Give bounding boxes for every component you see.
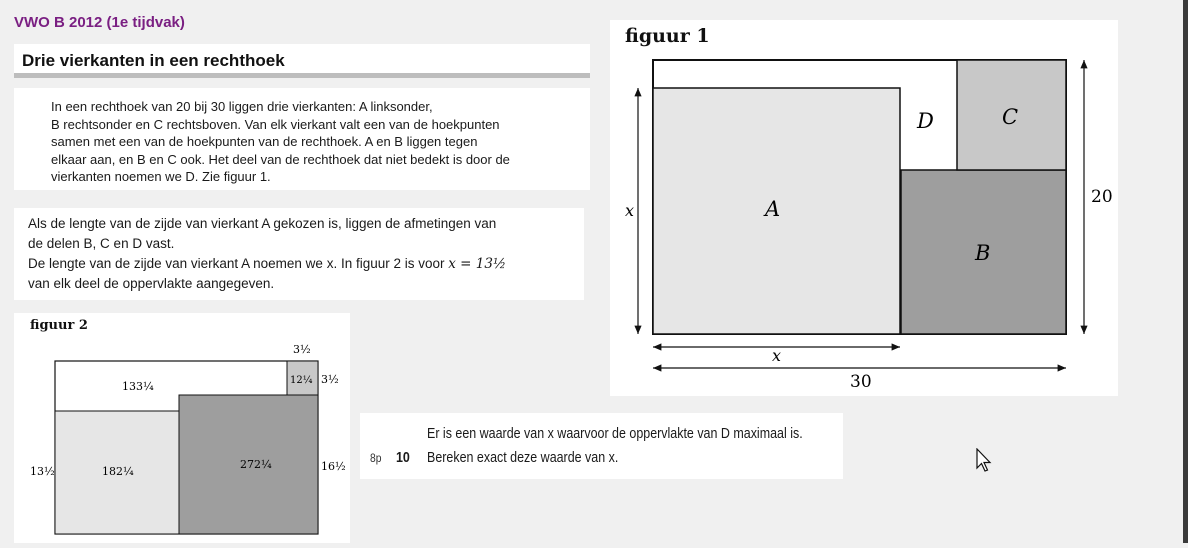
intro-panel	[14, 88, 590, 190]
figure-1-panel	[610, 20, 1118, 396]
intro-line: In een rechthoek van 20 bij 30 liggen drie vierkanten: A linksonder,	[51, 99, 433, 114]
definition-line: van elk deel de oppervlakte aangegeven.	[28, 276, 275, 291]
mouse-cursor-icon	[976, 448, 992, 474]
height-label: 20	[1091, 187, 1113, 207]
question-line: Er is een waarde van x waarvoor de oppervlakte van D maximaal is.	[427, 426, 803, 442]
definition-line: de delen B, C en D vast.	[28, 236, 175, 251]
definition-line: Als de lengte van de zijde van vierkant A gekozen is, liggen de afmetingen van	[28, 216, 497, 231]
definition-line	[28, 254, 578, 274]
fig2-dim-c-side: 3½	[321, 373, 339, 386]
x-bottom-label: x	[772, 346, 782, 365]
figure-2-title: figuur 2	[30, 318, 88, 333]
label-c: C	[1002, 105, 1019, 129]
definition-text	[28, 214, 578, 294]
intro-line: samen met een van de hoekpunten van de rechthoek. A en B liggen tegen	[51, 134, 478, 149]
intro-line: B rechtsonder en C rechtsboven. Van elk vierkant valt een van de hoekpunten	[51, 116, 500, 132]
fig2-area-b: 272¼	[240, 458, 272, 471]
fig2-dim-a-side: 13½	[30, 465, 55, 478]
exam-header: VWO B 2012 (1e tijdvak)	[14, 14, 185, 31]
label-b: B	[975, 241, 991, 265]
intro-line: elkaar aan, en B en C ook. Het deel van de rechthoek dat niet bedekt is door de	[51, 151, 510, 167]
label-a: A	[765, 197, 781, 221]
title-bar	[14, 44, 590, 78]
fig2-area-c: 12¼	[290, 375, 313, 386]
x-side-label: x	[625, 201, 635, 220]
question-panel	[360, 413, 843, 479]
figure-2-diagram	[14, 313, 350, 543]
x-value: x = 13½	[448, 256, 507, 272]
intro-line: vierkanten noemen we D. Zie figuur 1.	[51, 169, 271, 184]
figure-1-title: figuur 1	[625, 25, 710, 47]
page-title: Drie vierkanten in een rechthoek	[22, 51, 285, 70]
question-points: 8p	[370, 451, 382, 465]
question-line: Bereken exact deze waarde van x.	[427, 450, 619, 466]
fig2-area-a: 182¼	[102, 465, 134, 478]
definition-line-text: De lengte van de zijde van vierkant A noemen we x. In figuur 2 is voor	[28, 256, 445, 271]
figure-1-diagram	[610, 20, 1118, 396]
question-number: 10	[396, 450, 410, 466]
window-edge	[1183, 0, 1188, 543]
width-label: 30	[850, 372, 872, 392]
fig2-dim-b-side: 16½	[321, 460, 346, 473]
fig2-dim-c-top: 3½	[293, 343, 311, 356]
intro-text	[51, 98, 581, 186]
fig2-area-d: 133¼	[122, 380, 154, 393]
title-rule	[14, 73, 590, 78]
definition-panel	[14, 208, 584, 300]
label-d: D	[917, 109, 934, 133]
figure-2-panel	[14, 313, 350, 543]
